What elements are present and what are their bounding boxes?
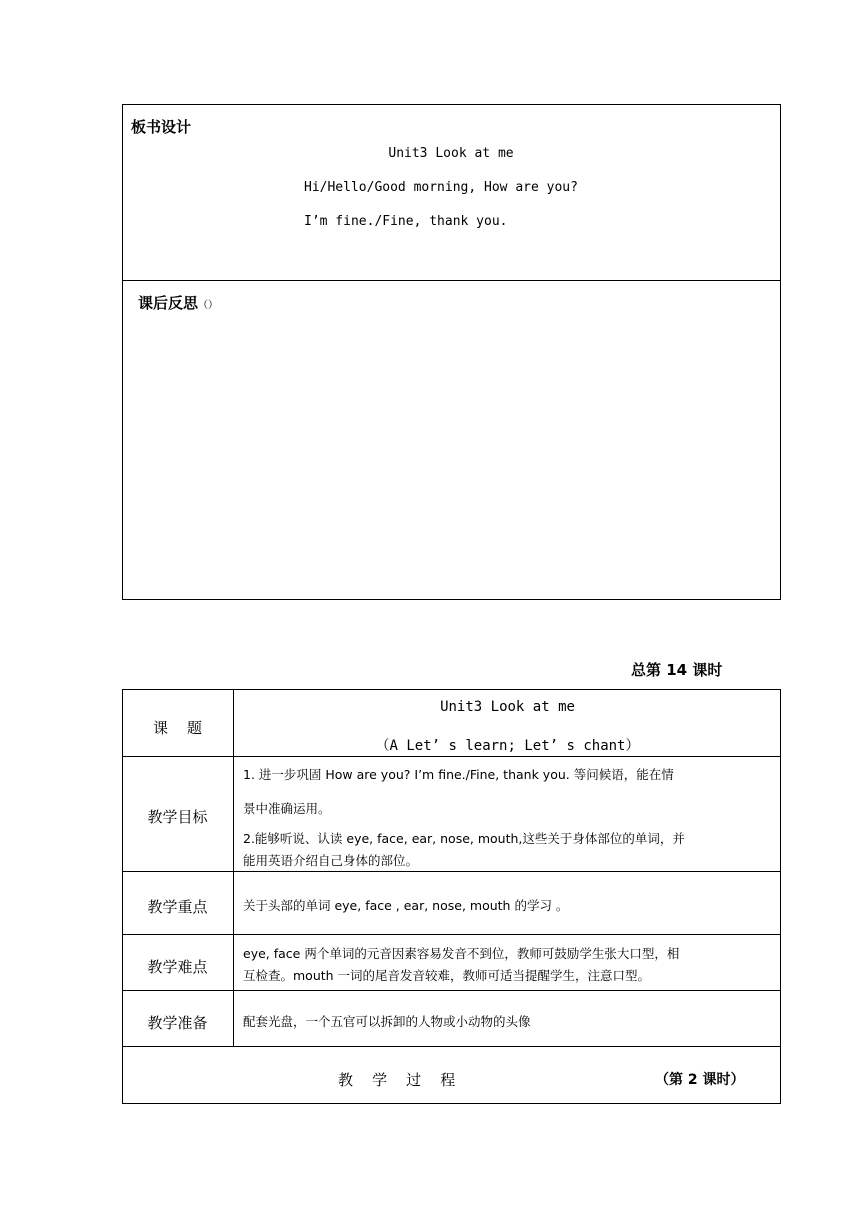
row-divider-5 (122, 1046, 781, 1047)
key-text: 关于头部的单词 eye, face , ear, nose, mouth 的学习 。 (243, 898, 569, 913)
board-line-1: Hi/Hello/Good morning, How are you? (304, 180, 578, 195)
prep-text: 配套光盘，一个五官可以拆卸的人物或小动物的头像 (243, 1014, 531, 1029)
lesson-count: 总第 14 课时 (631, 661, 723, 679)
reflection-heading: 课后反思 (138, 294, 199, 312)
board-divider (122, 280, 781, 281)
board-design-box (122, 104, 781, 600)
topic-title: Unit3 Look at me (440, 699, 575, 715)
process-period: （第 2 课时） (655, 1072, 745, 1088)
goals-line-4: 能用英语介绍自己身体的部位。 (243, 853, 419, 868)
board-design-heading: 板书设计 (131, 118, 192, 136)
topic-label: 课 题 (152, 719, 203, 737)
goals-line-3: 2.能够听说、认读 eye, face, ear, nose, mouth,这些关于身体部位的单词，并 (243, 831, 685, 846)
board-line-2: I’m fine./Fine, thank you. (304, 214, 508, 229)
goals-label: 教学目标 (147, 808, 208, 826)
topic-subtitle: （A Let’ s learn; Let’ s chant） (375, 738, 640, 754)
difficulty-label: 教学难点 (147, 958, 208, 976)
board-title: Unit3 Look at me (388, 146, 514, 161)
reflection-heading-wrap (138, 292, 218, 313)
reflection-paren: （） (198, 300, 219, 311)
prep-label: 教学准备 (147, 1014, 208, 1032)
goals-line-1: 1. 进一步巩固 How are you? I’m fine./Fine, thank you. 等问候语，能在情 (243, 767, 674, 782)
row-divider-3 (122, 934, 781, 935)
key-label: 教学重点 (147, 898, 208, 916)
row-divider-2 (122, 871, 781, 872)
row-divider-1 (122, 756, 781, 757)
goals-line-2: 景中准确运用。 (243, 801, 331, 816)
difficulty-line-1: eye, face 两个单词的元音因素容易发音不到位，教师可鼓励学生张大口型，相 (243, 946, 680, 961)
difficulty-line-2: 互检查。mouth 一词的尾音发音较难，教师可适当提醒学生，注意口型。 (243, 968, 651, 983)
process-label: 教 学 过 程 (338, 1071, 456, 1089)
row-divider-4 (122, 990, 781, 991)
